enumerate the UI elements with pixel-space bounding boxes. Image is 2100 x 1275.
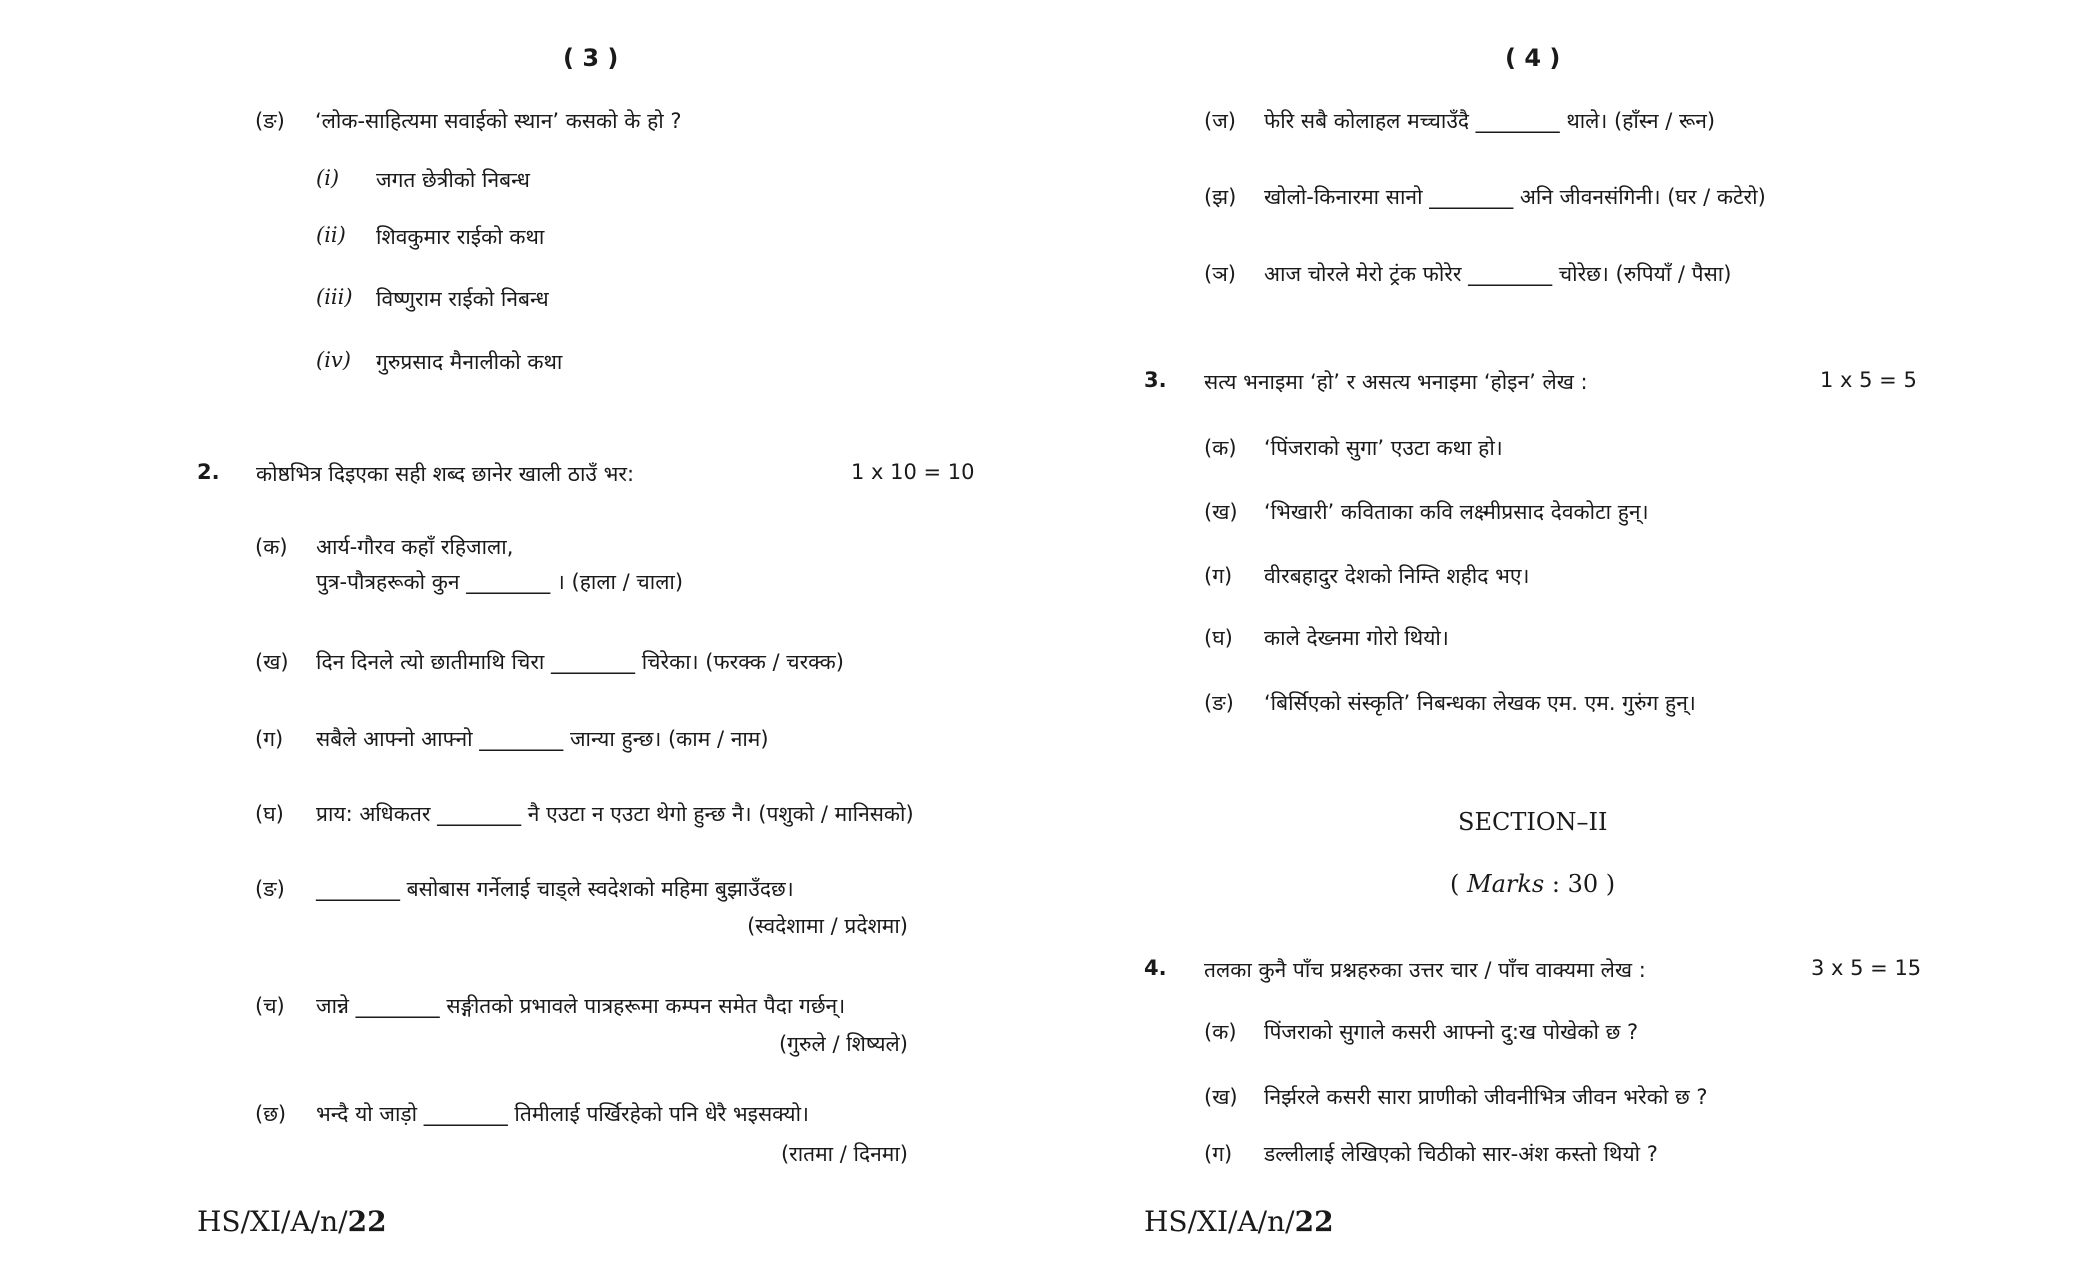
item-text: ‘भिखारी’ कविताका कवि लक्ष्मीप्रसाद देवकोटा हुन्। — [1264, 500, 1649, 524]
page-number: ( 3 ) — [563, 44, 619, 72]
item-label: (ख) — [1204, 500, 1238, 524]
option-label: (iv) — [316, 348, 351, 372]
item-label: (छ) — [255, 1102, 287, 1126]
footer-year: 22 — [1294, 1205, 1334, 1238]
question-text: सत्य भनाइमा ‘हो’ र असत्य भनाइमा ‘होइन’ लेख : — [1204, 370, 1588, 394]
item-label: (ख) — [1204, 1085, 1238, 1109]
option-text: शिवकुमार राईको कथा — [376, 225, 545, 249]
footer-code — [1144, 1205, 1334, 1238]
item-label: (च) — [255, 994, 285, 1018]
right-page — [1050, 0, 2100, 1275]
footer-code-text: HS/XI/A/n/ — [197, 1205, 348, 1238]
item-label: (क) — [255, 535, 288, 559]
question-text: कोष्ठभित्र दिइएका सही शब्द छानेर खाली ठाउँ भर: — [256, 462, 635, 486]
item-text: खोलो-किनारमा सानो ________ अनि जीवनसंगिनी। (घर / कटेरो) — [1264, 185, 1766, 209]
item-text: आज चोरले मेरो ट्रंक फोरेर ________ चोरेछ। (रुपियाँ / पैसा) — [1264, 262, 1732, 286]
item-label: (क) — [1204, 1020, 1237, 1044]
section-marks — [1450, 870, 1615, 898]
item-text: दिन दिनले त्यो छातीमाथि चिरा ________ चिरेका। (फरक्क / चरक्क) — [316, 650, 844, 674]
item-label: (घ) — [1204, 626, 1233, 650]
q1e-label: (ङ) — [255, 109, 285, 133]
item-label: (ङ) — [1204, 691, 1234, 715]
item-text: ‘पिंजराको सुगा’ एउटा कथा हो। — [1264, 436, 1503, 460]
question-number: 2. — [197, 460, 220, 484]
option-text: गुरुप्रसाद मैनालीको कथा — [376, 350, 563, 374]
item-options: (रातमा / दिनमा) — [780, 1142, 908, 1166]
item-label: (ञ) — [1204, 262, 1236, 286]
item-label: (ग) — [1204, 564, 1233, 588]
section-title: SECTION–II — [1458, 808, 1608, 836]
question-text: तलका कुनै पाँच प्रश्नहरुका उत्तर चार / पाँच वाक्यमा लेख : — [1204, 958, 1646, 982]
option-label: (i) — [316, 166, 340, 190]
item-options: (स्वदेशामा / प्रदेशमा) — [747, 914, 908, 938]
item-text: सबैले आफ्नो आफ्नो ________ जान्या हुन्छ। (काम / नाम) — [316, 727, 769, 751]
item-label: (घ) — [255, 802, 284, 826]
section-marks-word: Marks — [1467, 870, 1545, 898]
item-text: ________ बसोबास गर्नेलाई चाड्ले स्वदेशको महिमा बुझाउँदछ। — [316, 877, 794, 901]
option-label: (ii) — [316, 223, 346, 247]
question-number: 4. — [1144, 956, 1167, 980]
section-marks-rest: : 30 ) — [1544, 870, 1616, 898]
q1e-text: ‘लोक-साहित्यमा सवाईको स्थान’ कसको के हो ? — [315, 109, 682, 133]
footer-code-text: HS/XI/A/n/ — [1144, 1205, 1295, 1238]
question-marks: 1 x 5 = 5 — [1820, 368, 1917, 392]
question-marks: 3 x 5 = 15 — [1811, 956, 1922, 980]
item-text: पिंजराको सुगाले कसरी आफ्नो दु:ख पोखेको छ ? — [1264, 1020, 1639, 1044]
item-label: (ग) — [1204, 1142, 1233, 1166]
footer-code — [197, 1205, 387, 1238]
option-label: (iii) — [316, 285, 353, 309]
question-number: 3. — [1144, 368, 1167, 392]
item-label: (क) — [1204, 436, 1237, 460]
item-label: (झ) — [1204, 185, 1237, 209]
item-text: फेरि सबै कोलाहल मच्चाउँदै ________ थाले। (हाँस्न / रून) — [1264, 109, 1716, 133]
page-number: ( 4 ) — [1505, 44, 1561, 72]
section-marks-prefix: ( — [1450, 870, 1467, 898]
item-text: आर्य-गौरव कहाँ रहिजाला, — [316, 535, 514, 559]
item-label: (ख) — [255, 650, 289, 674]
item-text: भन्दै यो जाड़ो ________ तिमीलाई पर्खिरहेको पनि धेरै भइसक्यो। — [316, 1102, 809, 1126]
item-label: (ग) — [255, 727, 284, 751]
question-marks: 1 x 10 = 10 — [851, 460, 975, 484]
item-label: (ज) — [1204, 109, 1236, 133]
item-options: (गुरुले / शिष्यले) — [778, 1032, 908, 1056]
item-text: पुत्र-पौत्रहरूको कुन ________ । (हाला / चाला) — [316, 570, 684, 594]
option-text: जगत छेत्रीको निबन्ध — [376, 168, 530, 192]
item-text: काले देख्नमा गोरो थियो। — [1264, 626, 1449, 650]
item-text: जान्ने ________ सङ्गीतको प्रभावले पात्रहरूमा कम्पन समेत पैदा गर्छन्। — [316, 994, 846, 1018]
option-text: विष्णुराम राईको निबन्ध — [376, 287, 549, 311]
item-text: निर्झरले कसरी सारा प्राणीको जीवनीभित्र जीवन भरेको छ ? — [1264, 1085, 1708, 1109]
item-label: (ङ) — [255, 877, 285, 901]
item-text: ‘बिर्सिएको संस्कृति’ निबन्धका लेखक एम. एम. गुरुंग हुन्। — [1264, 691, 1696, 715]
item-text: डल्लीलाई लेखिएको चिठीको सार-अंश कस्तो थियो ? — [1264, 1142, 1658, 1166]
item-text: वीरबहादुर देशको निम्ति शहीद भए। — [1264, 564, 1530, 588]
footer-year: 22 — [347, 1205, 387, 1238]
item-text: प्राय: अधिकतर ________ नै एउटा न एउटा थेगो हुन्छ नै। (पशुको / मानिसको) — [316, 802, 914, 826]
